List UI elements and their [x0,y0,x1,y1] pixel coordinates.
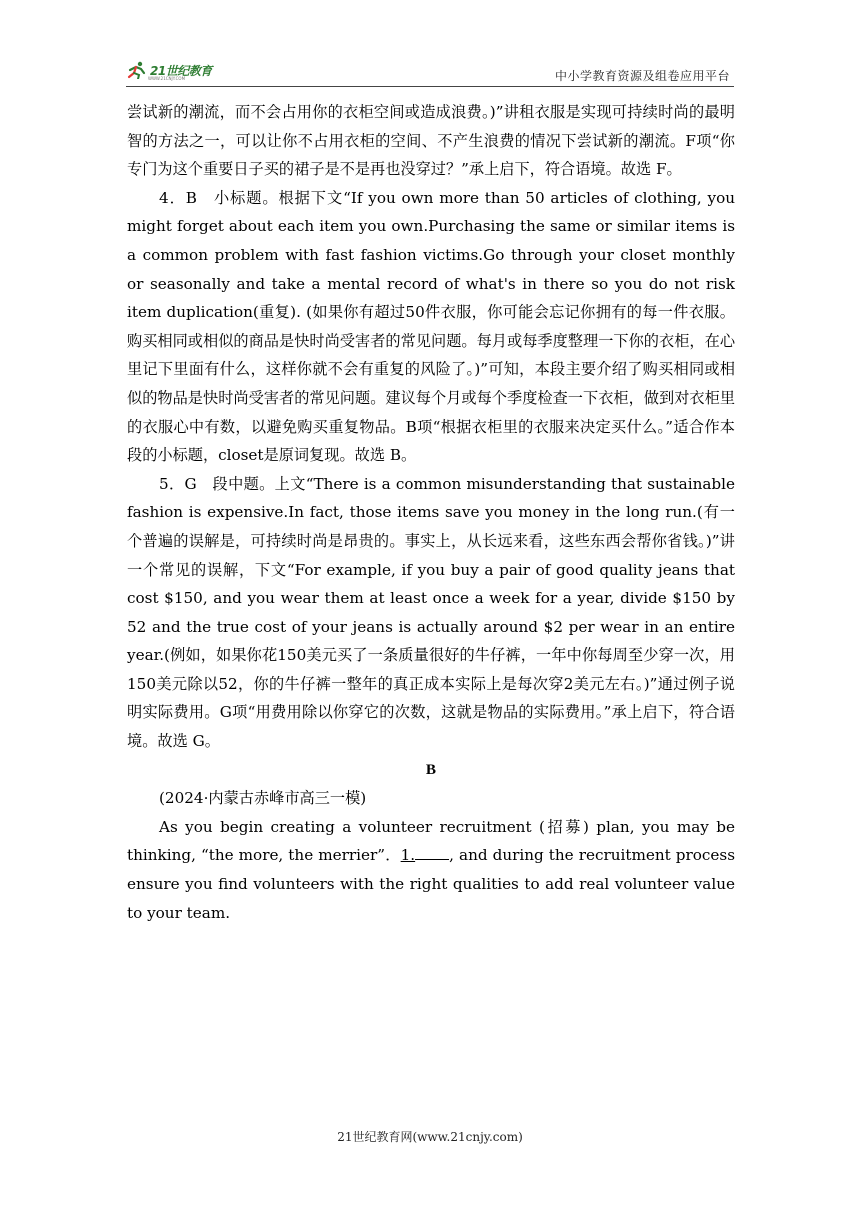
source-note: (2024·内蒙古赤峰市高三一模) [159,789,367,808]
page-header [126,58,734,87]
passage-paragraph [127,813,735,927]
passage-text-before: As you begin creating a volunteer recruitment (招募) plan, you may be thinking, “the more, the merrier”． [127,817,735,865]
paragraph-answer-5: 5．G 段中题。上文“There is a common misunderstanding that sustainable fashion is expensive.In fact, those items save you money in the long run.(有一个普遍的误解是，可持续时尚是昂贵的。事实上，从长远来看，这些东西会帮你省钱。)”讲一个常见的误解，下文“For example, if you buy a pair of good quality jeans that cost $150, and you wear them at least once a week for a year, divide $150 by 52 and the true cost of your jeans is actually around $2 per wear in an entire year.(例如，如果你花150美元买了一条质量很好的牛仔裤，一年中你每周至少穿一次，用150美元除以52，你的牛仔裤一整年的真正成本实际上是每次穿2美元左右。)”通过例子说明实际费用。G项“用费用除以你穿它的次数，这就是物品的实际费用。”承上启下，符合语境。故选 G。 [127,474,735,751]
document-body [127,98,735,927]
logo-text: 21世纪教育 [150,63,212,78]
blank-number: 1. [400,846,416,865]
logo-subtitle: WWW.21CNJY.COM [148,76,186,81]
runner-logo-icon [126,61,148,79]
page-footer: 21世纪教育网(www.21cnjy.com) [337,1130,523,1144]
paragraph-answer-4: 4．B 小标题。根据下文“If you own more than 50 articles of clothing, you might forget about each item you own.Purchasing the same or similar items is a common problem with fast fashion victims.Go through your closet monthly or seasonally and take a mental record of what's in there so you do not risk item duplication(重复). (如果你有超过50件衣服，你可能会忘记你拥有的每一件衣服。购买相同或相似的商品是快时尚受害者的常见问题。每月或每季度整理一下你的衣柜，在心里记下里面有什么，这样你就不会有重复的风险了。)”可知，本段主要介绍了购买相同或相似的物品是快时尚受害者的常见问题。建议每个月或每个季度检查一下衣柜，做到对衣柜里的衣服心中有数，以避免购买重复物品。B项“根据衣柜里的衣服来决定买什么。”适合作本段的小标题，closet是原词复现。故选 B。 [127,188,735,465]
passage-text-after: , and during the recruitment process ensure you find volunteers with the right qualities to add real volunteer value to your team. [127,846,735,922]
paragraph-answer-3-continued: 尝试新的潮流，而不会占用你的衣柜空间或造成浪费。)”讲租衣服是实现可持续时尚的最明智的方法之一，可以让你不占用衣柜的空间、不产生浪费的情况下尝试新的潮流。F项“你专门为这个重要日子买的裙子是不是再也没穿过？”承上启下，符合语境。故选 F。 [127,103,735,179]
section-label: B [425,760,437,778]
blank-line [415,847,449,860]
platform-title: 中小学教育资源及组卷应用平台 [554,69,730,83]
